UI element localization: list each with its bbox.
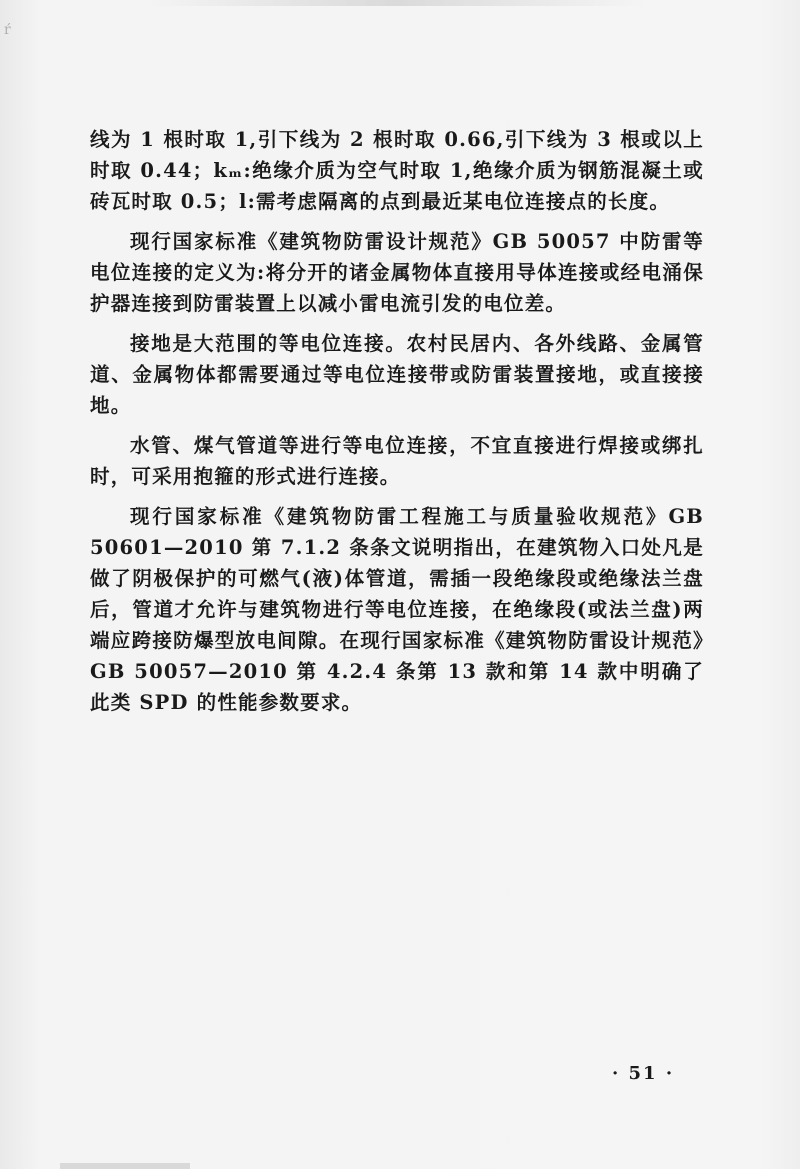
paragraph-continuation: 线为 1 根时取 1,引下线为 2 根时取 0.66,引下线为 3 根或以上时取 0.44；kₘ:绝缘介质为空气时取 1,绝缘介质为钢筋混凝土或砖瓦时取 0.5；l:需考虑隔离的点到最近某电位连接点的长度。	[90, 128, 704, 213]
page-number: · 51 ·	[612, 1063, 675, 1084]
scan-edge-shadow	[145, 0, 645, 6]
corner-mark: ŕ	[4, 22, 11, 38]
paragraph-definition: 现行国家标准《建筑物防雷设计规范》GB 50057 中防雷等电位连接的定义为:将分开的诸金属物体直接用导体连接或经电涌保护器连接到防雷装置上以减小雷电流引发的电位差。	[90, 230, 704, 315]
paragraph-grounding: 接地是大范围的等电位连接。农村民居内、各外线路、金属管道、金属物体都需要通过等电位连接带或防雷装置接地，或直接接地。	[90, 332, 704, 417]
scan-bottom-shadow	[60, 1163, 190, 1169]
body-text	[90, 124, 704, 727]
paragraph-pipe-connection: 水管、煤气管道等进行等电位连接，不宜直接进行焊接或绑扎时，可采用抱箍的形式进行连接。	[90, 434, 704, 488]
paragraph-standard-reference: 现行国家标准《建筑物防雷工程施工与质量验收规范》GB 50601—2010 第 7.1.2 条条文说明指出，在建筑物入口处凡是做了阴极保护的可燃气(液)体管道，需插一段绝缘段或绝缘法兰盘后，管道才允许与建筑物进行等电位连接，在绝缘段(或法兰盘)两端应跨接防爆型放电间隙。在现行国家标准《建筑物防雷设计规范》GB 50057—2010 第 4.2.4 条第 13 款和第 14 款中明确了此类 SPD 的性能参数要求。	[90, 505, 704, 714]
